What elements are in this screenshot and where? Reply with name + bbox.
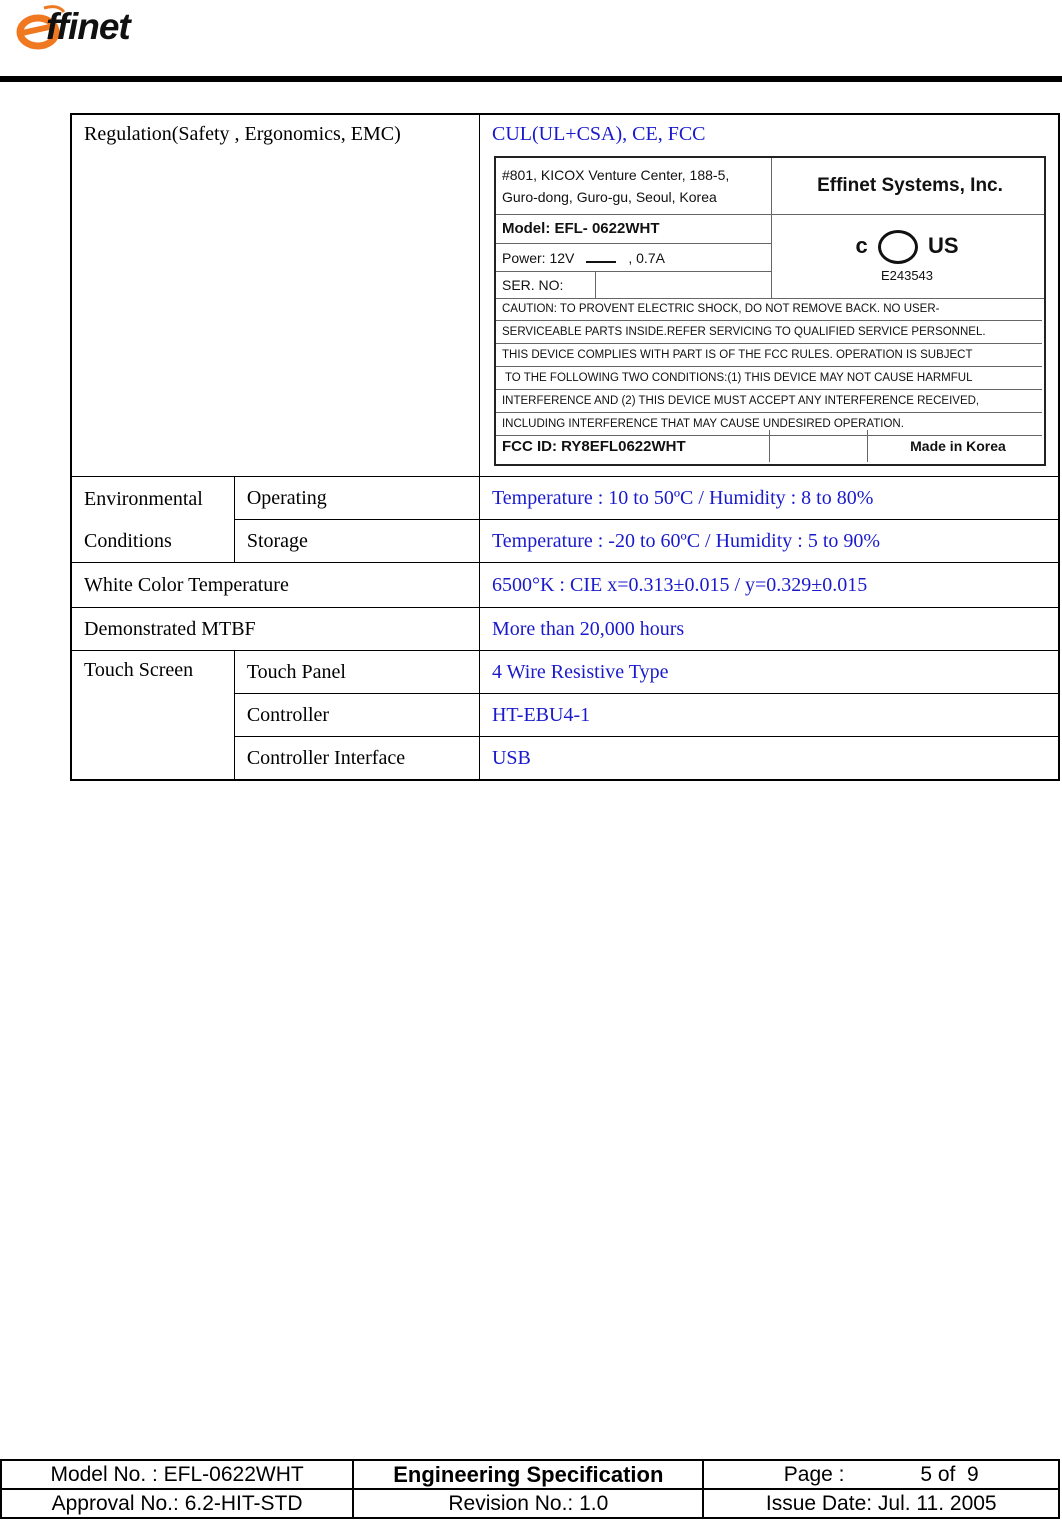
interface-label: Controller Interface (234, 737, 479, 781)
storage-label: Storage (234, 520, 479, 563)
footer-page: Page : 5 of 9 (703, 1460, 1059, 1489)
footer-doc-type: Engineering Specification (353, 1460, 703, 1489)
spec-row-white-color (71, 563, 1059, 608)
label-serial: SER. NO: (496, 272, 596, 298)
footer-approval: Approval No.: 6.2-HIT-STD (1, 1489, 353, 1518)
footer-issue-date: Issue Date: Jul. 11. 2005 (703, 1489, 1059, 1518)
controller-label: Controller (234, 694, 479, 737)
spec-row-touch-panel (71, 651, 1059, 694)
cert-us-text: US (927, 232, 959, 258)
interface-value: USB (479, 737, 1059, 781)
spec-row-regulation (71, 114, 1059, 477)
operating-label: Operating (234, 477, 479, 520)
dc-symbol-icon (586, 261, 616, 263)
caution-line: INCLUDING INTERFERENCE THAT MAY CAUSE UNDESIRED OPERATION. (496, 413, 1042, 436)
spec-row-mtbf (71, 608, 1059, 651)
logo-text: ffinet (46, 6, 130, 47)
caution-line: TO THE FOLLOWING TWO CONDITIONS:(1) THIS DEVICE MAY NOT CAUSE HARMFUL (496, 367, 1042, 390)
label-made-in: Made in Korea (910, 438, 1006, 454)
white-color-label: White Color Temperature (71, 563, 479, 608)
spec-row-env-operating (71, 477, 1059, 520)
ul-cert-mark (772, 214, 1042, 298)
document-footer (0, 1459, 1060, 1519)
label-address-line2: Guro-dong, Guro-gu, Seoul, Korea (501, 189, 717, 205)
label-power-suffix: , 0.7A (628, 249, 665, 266)
product-label-image (494, 156, 1046, 466)
mtbf-value: More than 20,000 hours (479, 608, 1059, 651)
mtbf-label: Demonstrated MTBF (71, 608, 479, 651)
touch-panel-label: Touch Panel (234, 651, 479, 694)
label-power-prefix: Power: 12V (501, 249, 575, 266)
caution-text (496, 298, 1042, 436)
ul-mark-icon (878, 230, 918, 264)
label-address-line1: #801, KICOX Venture Center, 188-5, (501, 167, 730, 183)
controller-value: HT-EBU4-1 (479, 694, 1059, 737)
caution-line: INTERFERENCE AND (2) THIS DEVICE MUST ACCEPT ANY INTERFERENCE RECEIVED, (496, 390, 1042, 413)
white-color-value: 6500°K : CIE x=0.313±0.015 / y=0.329±0.015 (479, 563, 1059, 608)
cert-c-text: c (855, 232, 868, 258)
label-company: Effinet Systems, Inc. (817, 175, 1003, 196)
caution-line: THIS DEVICE COMPLIES WITH PART IS OF THE FCC RULES. OPERATION IS SUBJECT (496, 344, 1042, 367)
cert-number: E243543 (880, 267, 934, 283)
touch-panel-value: 4 Wire Resistive Type (479, 651, 1059, 694)
environmental-label (71, 477, 234, 563)
caution-line: CAUTION: TO PROVENT ELECTRIC SHOCK, DO NOT REMOVE BACK. NO USER- (496, 298, 1042, 321)
operating-value: Temperature : 10 to 50ºC / Humidity : 8 to 80% (479, 477, 1059, 520)
regulation-label: Regulation(Safety , Ergonomics, EMC) (71, 114, 479, 477)
regulation-cell (479, 114, 1059, 477)
company-logo (14, 2, 184, 58)
footer-revision: Revision No.: 1.0 (353, 1489, 703, 1518)
label-model: Model: EFL- 0622WHT (496, 214, 772, 244)
header-rule (0, 76, 1062, 82)
caution-line: SERVICEABLE PARTS INSIDE.REFER SERVICING TO QUALIFIED SERVICE PERSONNEL. (496, 321, 1042, 344)
footer-model: Model No. : EFL-0622WHT (1, 1460, 353, 1489)
spec-table (70, 113, 1060, 781)
label-fcc-id: FCC ID: RY8EFL0622WHT (496, 430, 770, 462)
storage-value: Temperature : -20 to 60ºC / Humidity : 5 to 90% (479, 520, 1059, 563)
touch-screen-label: Touch Screen (71, 651, 234, 781)
environmental-label-line1: Environmental (84, 487, 203, 510)
regulation-value: CUL(UL+CSA), CE, FCC (491, 123, 706, 145)
environmental-label-line2: Conditions (84, 529, 172, 552)
